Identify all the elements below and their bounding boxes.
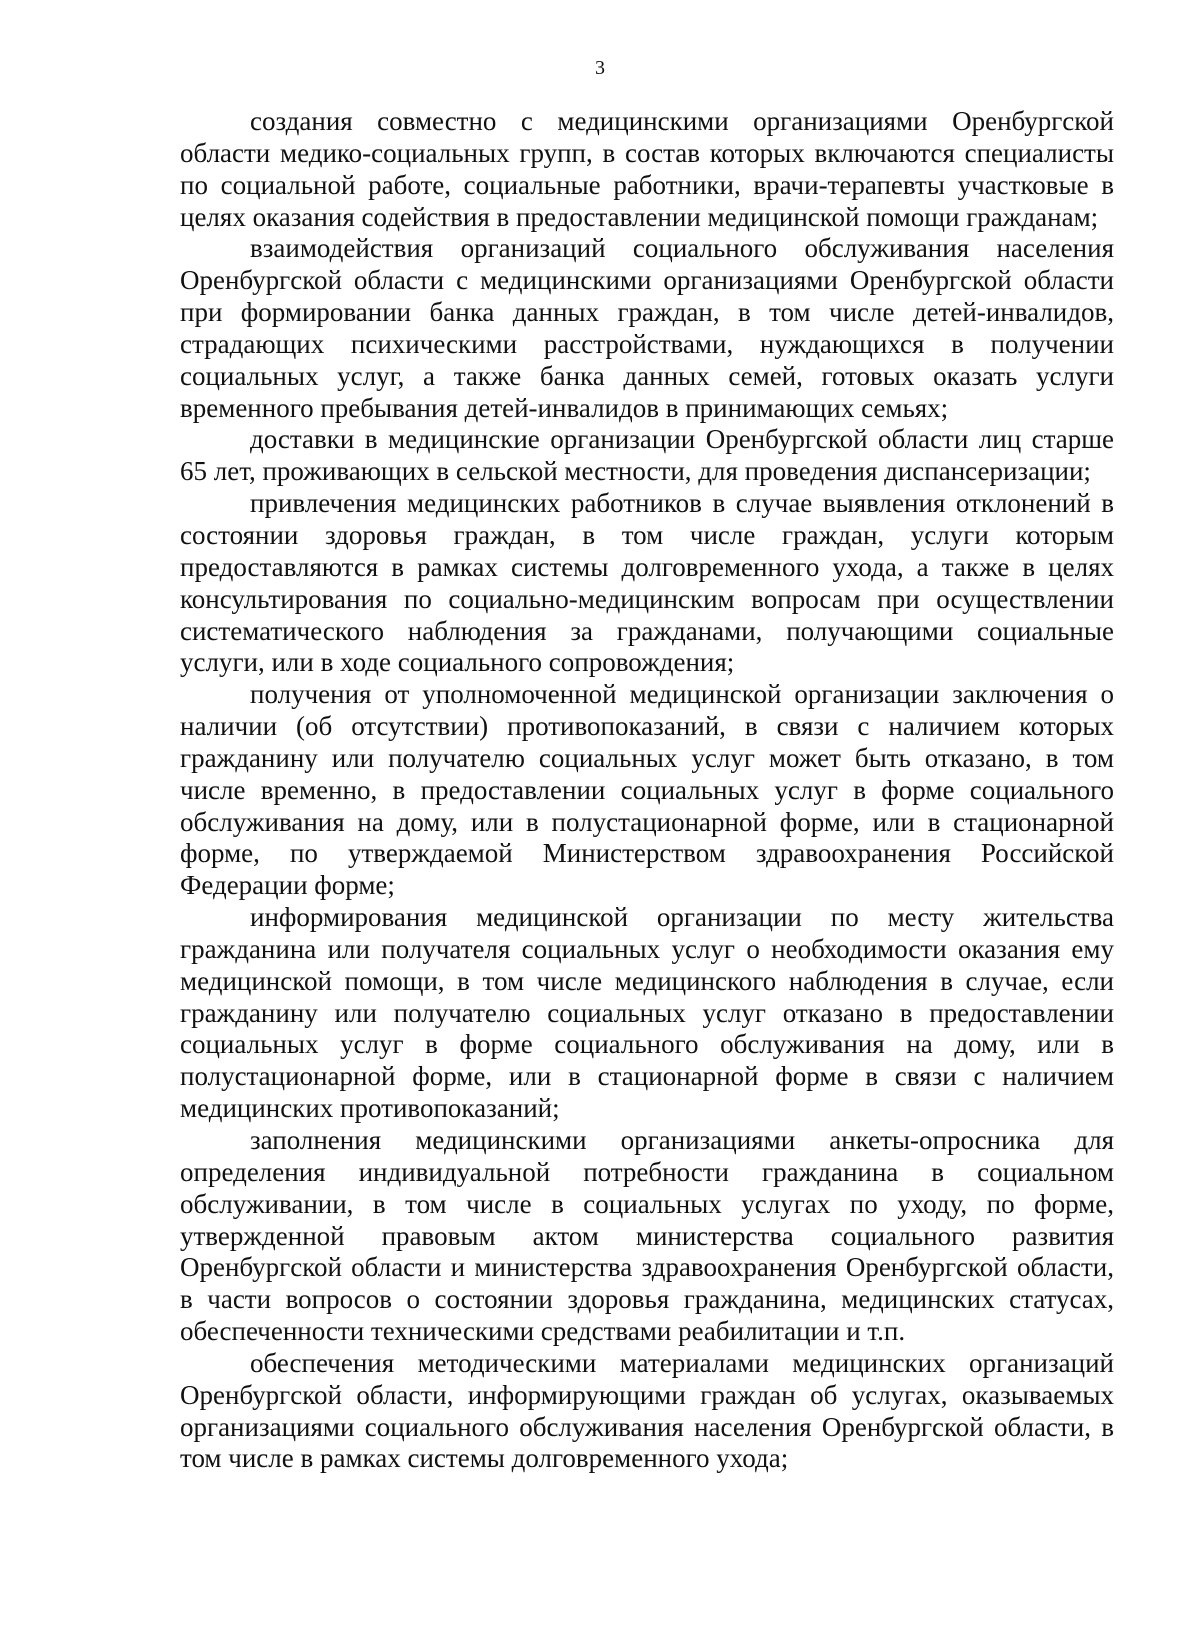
paragraph-informing-medical-organization: информирования медицинской организации по месту жительства гражданина или получателя социальных услуг о необходимости оказания ему медицинской помощи, в том числе медицинского наблюдения в случае, если гражданину или получателю социальных услуг отказано в предоставлении социальных услуг в форме социального обслуживания на дому, или в полустационарной форме, или в стационарной форме в связи с наличием медицинских противопоказаний; [180,902,1114,1124]
document-body [180,106,1114,1475]
paragraph-medico-social-groups: создания совместно с медицинскими организациями Оренбургской области медико-социальных групп, в состав которых включаются специалисты по социальной работе, социальные работники, врачи-терапевты участковые в целях оказания содействия в предоставлении медицинской помощи гражданам; [180,106,1114,232]
paragraph-questionnaire: заполнения медицинскими организациями анкеты-опросника для определения индивидуальной потребности гражданина в социальном обслуживании, в том числе в социальных услугах по уходу, по форме, утвержденной правовым актом министерства социального развития Оренбургской области и министерства здравоохранения Оренбургской области, в части вопросов о состоянии здоровья гражданина, медицинских статусах, обеспеченности техническими средствами реабилитации и т.п. [180,1125,1114,1347]
paragraph-contraindications-conclusion: получения от уполномоченной медицинской организации заключения о наличии (об отсутствии) противопоказаний, в связи с наличием которых гражданину или получателю социальных услуг может быть отказано, в том числе временно, в предоставлении социальных услуг в форме социального обслуживания на дому, или в полустационарной форме, или в стационарной форме, по утверждаемой Министерством здравоохранения Российской Федерации форме; [180,679,1114,901]
paragraph-delivery-dispensary: доставки в медицинские организации Оренбургской области лиц старше 65 лет, проживающих в сельской местности, для проведения диспансеризации; [180,424,1114,487]
paragraph-interaction-data-bank: взаимодействия организаций социального обслуживания населения Оренбургской области с медицинскими организациями Оренбургской области при формировании банка данных граждан, в том числе детей-инвалидов, страдающих психическими расстройствами, нуждающихся в получении социальных услуг, а также банка данных семей, готовых оказать услуги временного пребывания детей-инвалидов в принимающих семьях; [180,233,1114,423]
paragraph-methodical-materials: обеспечения методическими материалами медицинских организаций Оренбургской области, информирующими граждан об услугах, оказываемых организациями социального обслуживания населения Оренбургской области, в том числе в рамках системы долговременного ухода; [180,1347,1114,1474]
page-number: 3 [595,57,605,79]
paragraph-medical-workers: привлечения медицинских работников в случае выявления отклонений в состоянии здоровья граждан, в том числе граждан, услуги которым предоставляются в рамках системы долговременного ухода, а также в целях консультирования по социально-медицинским вопросам при осуществлении систематического наблюдения за гражданами, получающими социальные услуги, или в ходе социального сопровождения; [180,488,1114,678]
